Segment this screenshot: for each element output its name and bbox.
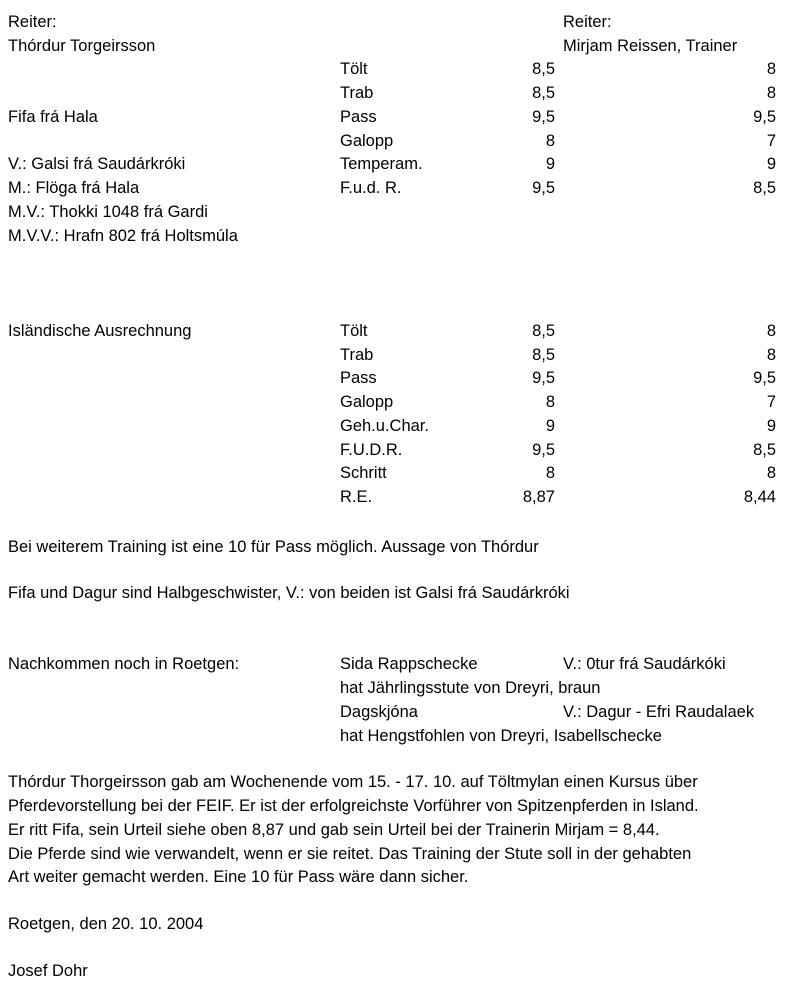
left-rider-label: Reiter:	[8, 13, 57, 31]
score2-name: Tölt	[340, 322, 368, 340]
score2-name: R.E.	[340, 488, 373, 506]
note-training: Bei weiterem Training ist eine 10 für Pass möglich. Aussage von Thórdur	[8, 538, 539, 556]
score2-name: Schritt	[340, 464, 387, 482]
score2-value-b: 9,5	[753, 369, 776, 387]
score2-value-b: 7	[766, 393, 776, 411]
offspring-detail: hat Hengstfohlen von Dreyri, Isabellschecke	[340, 727, 662, 745]
report-line: Die Pferde sind wie verwandelt, wenn er sie reitet. Das Training der Stute soll in der gehabten	[8, 845, 692, 863]
score2-value-a: 8,5	[532, 346, 555, 364]
score2-value-a: 9,5	[532, 441, 555, 459]
score1-value-b: 7	[766, 132, 776, 150]
score1-value-b: 9	[766, 155, 776, 173]
report-line: Pferdevorstellung bei der FEIF. Er ist der erfolgreichste Vorführer von Spitzenpferden in Island.	[8, 797, 699, 815]
score2-name: F.U.D.R.	[340, 441, 403, 459]
pedigree-dam: M.: Flöga frá Hala	[8, 179, 140, 197]
pedigree-dam-sire: M.V.: Thokki 1048 frá Gardi	[8, 203, 208, 221]
note-siblings: Fifa und Dagur sind Halbgeschwister, V.: von beiden ist Galsi frá Saudárkróki	[8, 584, 570, 602]
score2-value-a: 9,5	[532, 369, 555, 387]
score2-name: Geh.u.Char.	[340, 417, 429, 435]
offspring-sire: V.: 0tur frá Saudárkóki	[563, 655, 726, 673]
score2-value-a: 9	[545, 417, 555, 435]
score2-value-b: 8	[766, 346, 776, 364]
score2-name: Pass	[340, 369, 377, 387]
score1-name: Tölt	[340, 60, 368, 78]
score1-name: Trab	[340, 84, 374, 102]
score1-name: Temperam.	[340, 155, 423, 173]
signature: Josef Dohr	[8, 962, 88, 980]
section2-label: Isländische Ausrechnung	[8, 322, 192, 340]
score1-value-a: 8	[545, 132, 555, 150]
score1-value-b: 8	[766, 60, 776, 78]
score2-value-b: 8,5	[753, 441, 776, 459]
score2-value-b: 8	[766, 322, 776, 340]
report-line: Thórdur Thorgeirsson gab am Wochenende vom 15. - 17. 10. auf Töltmylan einen Kursus über	[8, 773, 698, 791]
score1-value-a: 9,5	[532, 108, 555, 126]
score1-value-b: 8,5	[753, 179, 776, 197]
pedigree-sire: V.: Galsi frá Saudárkróki	[8, 155, 186, 173]
score1-value-a: 9,5	[532, 179, 555, 197]
score2-value-a: 8	[545, 393, 555, 411]
offspring-sire: V.: Dagur - Efri Raudalaek	[563, 703, 755, 721]
score1-name: F.u.d. R.	[340, 179, 402, 197]
score2-value-b: 9	[766, 417, 776, 435]
score1-value-b: 8	[766, 84, 776, 102]
score1-value-b: 9,5	[753, 108, 776, 126]
report-line: Art weiter gemacht werden. Eine 10 für Pass wäre dann sicher.	[8, 868, 469, 886]
score1-name: Galopp	[340, 132, 394, 150]
score2-value-a: 8	[545, 464, 555, 482]
place-date: Roetgen, den 20. 10. 2004	[8, 915, 204, 933]
right-rider-name: Mirjam Reissen, Trainer	[563, 37, 738, 55]
score1-name: Pass	[340, 108, 377, 126]
score1-value-a: 9	[545, 155, 555, 173]
report-line: Er ritt Fifa, sein Urteil siehe oben 8,87 und gab sein Urteil bei der Trainerin Mirjam = 8,44.	[8, 821, 660, 839]
score1-value-a: 8,5	[532, 84, 555, 102]
score1-value-a: 8,5	[532, 60, 555, 78]
right-rider-label: Reiter:	[563, 13, 612, 31]
left-rider-name: Thórdur Torgeirsson	[8, 37, 156, 55]
offspring-label: Nachkommen noch in Roetgen:	[8, 655, 240, 673]
offspring-name: Dagskjóna	[340, 703, 418, 721]
score2-value-b: 8	[766, 464, 776, 482]
score2-value-a: 8,87	[522, 488, 555, 506]
score2-value-a: 8,5	[532, 322, 555, 340]
offspring-name: Sida Rappschecke	[340, 655, 478, 673]
score2-value-b: 8,44	[743, 488, 776, 506]
pedigree-dam-sire-sire: M.V.V.: Hrafn 802 frá Holtsmúla	[8, 227, 238, 245]
score2-name: Galopp	[340, 393, 394, 411]
offspring-detail: hat Jährlingsstute von Dreyri, braun	[340, 679, 601, 697]
score2-name: Trab	[340, 346, 374, 364]
horse-name: Fifa frá Hala	[8, 108, 98, 126]
